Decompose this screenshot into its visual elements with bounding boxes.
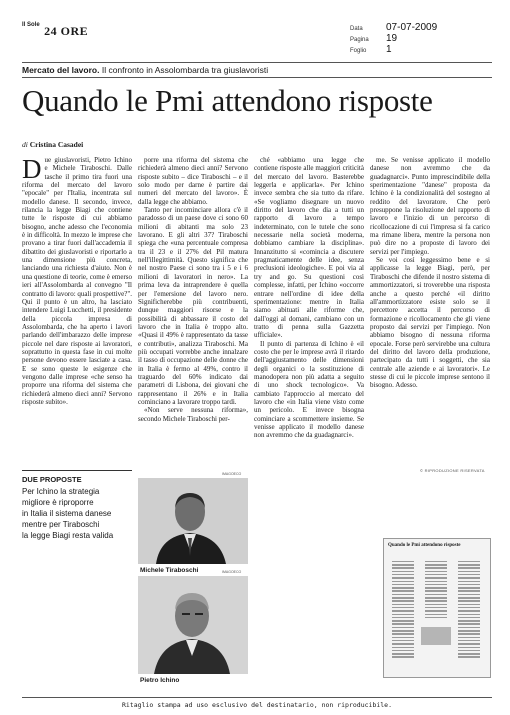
thumbnail-column <box>421 559 451 620</box>
sidebar-title: DUE PROPOSTE <box>22 475 82 484</box>
meta-page-row <box>350 33 490 44</box>
column-2-paragraph-3: «Non serve nessuna riforma», secondo Michele Tiraboschi per- <box>138 406 248 423</box>
photo-ichino <box>138 576 248 674</box>
column-1-paragraph <box>22 156 132 406</box>
sidebar-box <box>22 470 132 541</box>
column-4-paragraph-1: me. Se venisse applicato il modello danese non avremmo che da guadagnarci». Punto imprescindibile della sperimentazione "danese" proposta da Ichino è la condizionalità del sostegno al reddito del lavoratore. Che però presuppone la risoluzione del rapporto di lavoro e l'inizio di un percorso di ricollocazione di cui l'impresa si fa carico ma rimane libera, mentre la persona non può dire no a proposte di lavoro dei servizi per l'impiego. <box>370 156 490 256</box>
thumbnail-title: Quando le Pmi attendono risposte <box>388 543 461 548</box>
article-column-4 <box>370 156 490 390</box>
column-3-paragraph-2: Il punto di partenza di Ichino è «il costo che per le imprese avrà il ritardo dell'aggiustamento delle dimensioni degli organici o la sostituzione di manodopera non più adatta a seguito di uno shock tecnologico». Va cambiato l'approccio al mercato del lavoro che «in Italia viene visto come un pericolo. E invece bisogna cominciare a scommettere insieme. Se venisse applicato il modello danese non avremmo che da guadagnarci». <box>254 339 364 440</box>
portrait-silhouette-icon <box>138 478 248 564</box>
column-2-paragraph-1: porre una riforma del sistema che richiederà almeno dieci anni? Servono risposte subito – dice Tiraboschi – e il solo modo per darne è partire dai numeri del mercato del lavoro». È dalla legge che abbiamo. <box>138 156 248 206</box>
column-4-paragraph-2: Se voi così leggessimo bene e si applicasse la legge Biagi, però, per Tiraboschi che difende il nostro sistema di ammortizzatori, si troverebbe una risposta anche a questo perché «il diritto all'ammortizzatore esiste solo se il percettore accetta il percorso di formazione e ricollocamento che gli viene proposto dai servizi per l'impiego. Non abbiamo bisogno di nessuna riforma epocale. Forse però servirebbe una cultura del diritto del lavoro della produzione, partecipato da tutti i soggetti, che sia centrale alle aziende e ai lavoratori». Le stesse di cui le piccole imprese sentono il bisogno. Adesso. <box>370 256 490 390</box>
thumbnail-column <box>454 559 484 660</box>
meta-page-label: Pagina <box>350 37 369 43</box>
photo-tiraboschi <box>138 478 248 564</box>
sidebar-rule <box>22 470 132 471</box>
sidebar-line: migliore è riproporre <box>22 498 94 507</box>
section-bar <box>22 62 492 78</box>
photo-caption: Michele Tiraboschi <box>140 567 199 574</box>
thumbnail-photo <box>421 627 451 645</box>
page-thumbnail <box>383 538 491 678</box>
logo-name: 24 ORE <box>44 24 89 38</box>
sidebar-line: Per Ichino la strategia <box>22 487 100 496</box>
drop-cap: D <box>22 156 42 184</box>
sidebar-line: in Italia il sistema danese <box>22 509 112 518</box>
portrait-silhouette-icon <box>138 576 248 674</box>
byline <box>22 140 83 149</box>
meta-page-value: 19 <box>386 33 398 44</box>
article-column-2 <box>138 156 248 423</box>
section-name: Mercato del lavoro. <box>22 65 100 75</box>
sidebar-line: mentre per Tiraboschi <box>22 520 100 529</box>
clipping-meta <box>350 22 490 55</box>
newspaper-logo <box>22 22 88 40</box>
byline-author: Cristina Casadei <box>29 140 84 149</box>
column-1-text: ue giuslavoristi, Pietro Ichino e Michele Tiraboschi. Dalle tasche il primo tira fuori una riforma del mercato del lavoro "epocale" per l'Italia, incentrata sul modello danese. Il secondo, invece, rilancia la legge Biagi che contiene tutte le risposte di cui abbiamo bisogno, anche adesso che l'economia è in difficoltà. In mezzo le imprese che provano a tirar fuori dall'accademia il dibattito dei giuslavoristi e riportarlo a una dimensione più concreta, lanciando una richiesta d'aiuto. Non è una questione di teorie, come è emerso ieri all'Assolombarda al convegno "Il contratto di lavoro: quali prospettive?". Qui il punto è un altro, ha lasciato intendere Luigi Lucchetti, il presidente della piccola impresa di Assolombarda, che ha aperto i lavori parlando dell'imbarazzo delle imprese piccole nel dare risposte ai lavoratori, soprattutto in questa fase in cui molte persone devono essere lasciate a casa. E se sono queste le esigenze che vengono dalle imprese «che senso ha proporre una riforma del sistema che richiederà almeno dieci anni? Servono risposte subito». <box>22 156 132 406</box>
article-column-1 <box>22 156 132 468</box>
sidebar-line: la legge Biagi resta valida <box>22 531 114 540</box>
meta-date-label: Data <box>350 26 363 32</box>
meta-date-value: 07-07-2009 <box>386 22 438 33</box>
section-subtitle: Il confronto in Assolombarda tra giuslavoristi <box>99 65 269 75</box>
column-2-paragraph-2: Tanto per incominciare allora c'è il paradosso di un paese dove ci sono 60 milioni di abitanti ma solo 23 lavorano. E gli altri 37? Tiraboschi spiega che «una percentuale compresa tra il 23 e il 27% del Pil matura nell'illegittimità. Questo significa che nel nostro Paese ci sono tra i 5 e i 6 milioni di lavoratori in nero». La prima leva da intraprendere è quella per l'emersione del lavoro nero. Significherebbe più contribuenti, dunque maggiori risorse e la possibilità di abbassare il costo del lavoro che in Italia è troppo alto. «Quasi il 49% è rappresentato da tasse e contributi», analizza Tiraboschi. Ma più occupati vorrebbe anche innalzare il tasso di occupazione delle donne che in Italia è fermo al 49%, contro il traguardo del 60% indicato dai parametri di Lisbona, dei giovani che rappresentano il 26% e in Italia cominciano a lavorare troppo tardi. <box>138 206 248 406</box>
article-column-3 <box>254 156 364 440</box>
thumbnail-column <box>388 559 418 660</box>
logo-prefix: Il Sole <box>22 22 40 28</box>
meta-sheet-label: Foglio <box>350 48 367 54</box>
photo-caption: Pietro Ichino <box>140 677 180 684</box>
copyright-signature: © RIPRODUZIONE RISERVATA <box>420 468 485 473</box>
byline-prefix: di <box>22 140 30 149</box>
photo-credit: IMAGOECO <box>222 472 242 476</box>
meta-sheet-row <box>350 44 490 55</box>
clipping-footer: Ritaglio stampa ad uso esclusivo del destinatario, non riproducibile. <box>22 697 492 709</box>
column-3-paragraph-1: ché «abbiamo una legge che contiene risposte alle maggiori criticità del mercato del lavoro. Basterebbe leggerla e applicarla». Per Ichino invece sembra che sia tutto da rifare. «Se vogliamo disegnare un nuovo diritto del lavoro che dia a tutti un rapporto di lavoro a tempo indeterminato, con le tutele che sono necessarie nella società moderna, dobbiamo cambiare la disciplina». Innanzitutto si «comincia a discutere pragmaticamente delle idee, senza preclusioni ideologiche». E poi via al try and go. Su questioni così complesse, infatti, per Ichino «occorre entrare nell'ordine di idee della sperimentazione: mentre in Italia siamo abituati alle riforme che, dall'oggi al domani, cambiano con un tratto di penna sulla Gazzetta ufficiale». <box>254 156 364 340</box>
photo-credit: IMAGOECO <box>222 570 242 574</box>
headline: Quando le Pmi attendono risposte <box>22 83 433 118</box>
meta-date-row <box>350 22 490 33</box>
meta-sheet-value: 1 <box>386 44 392 55</box>
